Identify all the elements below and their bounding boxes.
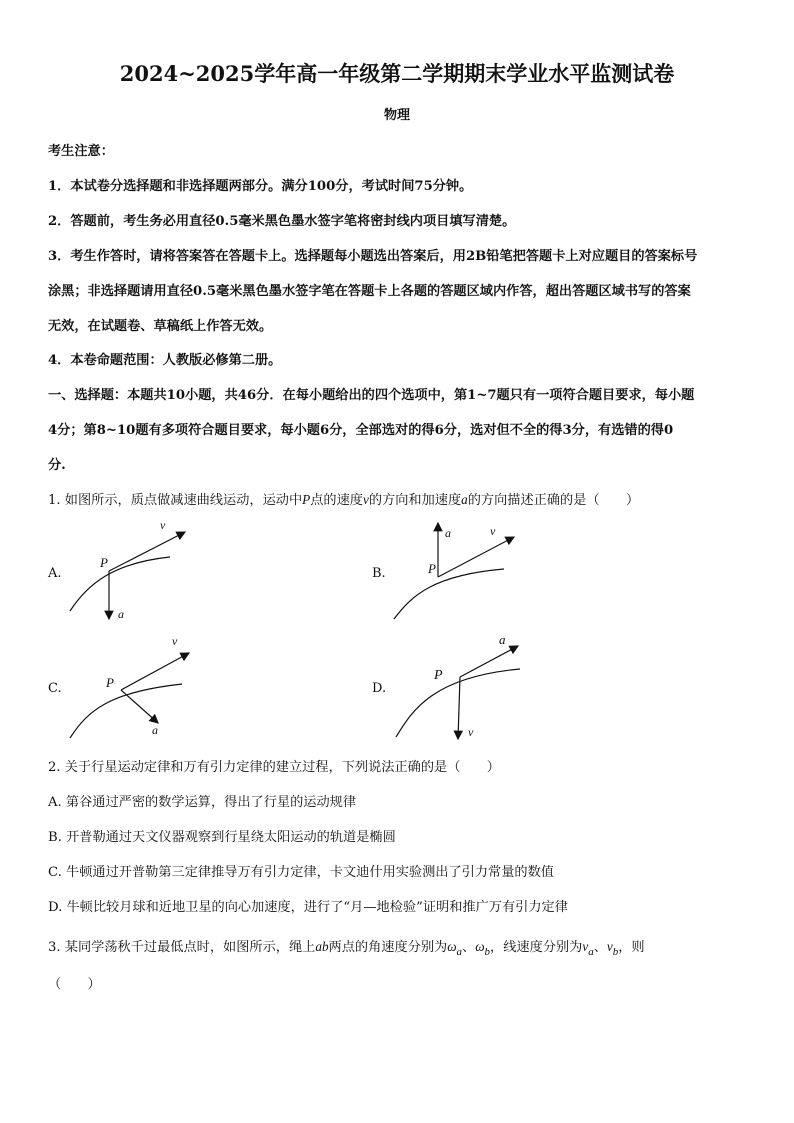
section1-line2: 4分；第8~10题有多项符合题目要求，每小题6分，全部选对的得6分，选对但不全的得3分，有选错的得0 xyxy=(48,423,674,438)
q1-option-a-figure xyxy=(62,515,192,625)
q3-answer-bracket: （ ） xyxy=(48,977,101,992)
point-label: P xyxy=(428,561,436,576)
question-2-stem: 2. 关于行星运动定律和万有引力定律的建立过程，下列说法正确的是（ ） xyxy=(48,760,500,775)
q1-option-c-label: C. xyxy=(48,681,62,696)
notice-item-1: 1．本试卷分选择题和非选择题两部分。满分100分，考试时间75分钟。 xyxy=(48,179,473,194)
notice-item-3-line2: 涂黑；非选择题请用直径0.5毫米黑色墨水签字笔在答题卡上各题的答题区域内作答，超出答题区域书写的答案 xyxy=(48,284,691,299)
q1-option-d-label: D. xyxy=(372,681,387,696)
q1-option-d-figure xyxy=(388,625,528,743)
velocity-label: v xyxy=(490,524,496,538)
q2-option-c: C. 牛顿通过开普勒第三定律推导万有引力定律，卡文迪什用实验测出了引力常量的数值 xyxy=(48,865,554,880)
velocity-label: v xyxy=(160,518,166,532)
q1-var-v: v xyxy=(362,492,369,507)
q3-stem-part: 两点的角速度分别为 xyxy=(328,940,448,955)
q3-sub: a xyxy=(456,945,463,958)
q3-stem-part: 3. 某同学荡秋千过最低点时，如图所示，绳上 xyxy=(48,940,316,955)
q3-sub: b xyxy=(484,945,491,958)
q3-sep: 、 xyxy=(593,940,607,955)
velocity-label: v xyxy=(468,725,474,739)
q3-stem-part: ，线速度分别为 xyxy=(490,940,583,955)
q2-option-a: A. 第谷通过严密的数学运算，得出了行星的运动规律 xyxy=(48,795,357,810)
notice-item-3-line3: 无效，在试题卷、草稿纸上作答无效。 xyxy=(48,319,273,334)
q1-option-c-figure xyxy=(62,630,202,742)
notice-item-4: 4．本卷命题范围：人教版必修第二册。 xyxy=(48,353,282,368)
q1-stem-part: 1. 如图所示，质点做减速曲线运动，运动中 xyxy=(48,493,303,508)
trajectory-curve xyxy=(70,684,182,738)
q1-var-p: P xyxy=(302,492,311,507)
q1-stem-part: 的方向和加速度 xyxy=(368,493,462,508)
velocity-arrow xyxy=(438,537,514,577)
q3-var-ab: ab xyxy=(315,939,329,954)
section1-line3: 分. xyxy=(48,458,66,473)
acceleration-arrow xyxy=(460,646,518,677)
velocity-arrow xyxy=(109,532,185,571)
acceleration-label: a xyxy=(118,607,124,621)
exam-title: 2024~2025学年高一年级第二学期期末学业水平监测试卷 xyxy=(119,61,675,86)
subject-label: 物理 xyxy=(383,108,410,123)
q3-omega: ω xyxy=(475,939,485,954)
velocity-arrow xyxy=(458,677,460,739)
point-label: P xyxy=(100,555,108,570)
q1-stem-part: 的方向描述正确的是（ ） xyxy=(467,493,640,508)
q3-omega: ω xyxy=(447,939,457,954)
q3-sep: 、 xyxy=(462,940,476,955)
notice-item-3-line1: 3．考生作答时，请将答案答在答题卡上。选择题每小题选出答案后，用2B铅笔把答题卡上对应题目的答案标号 xyxy=(48,249,698,264)
q1-option-a-label: A. xyxy=(48,566,62,581)
question-1-stem xyxy=(48,489,639,508)
q1-option-b-figure xyxy=(386,515,526,625)
trajectory-curve xyxy=(394,569,504,619)
acceleration-arrow xyxy=(121,690,158,723)
q1-stem-part: 点的速度 xyxy=(310,493,363,508)
q3-sub: b xyxy=(612,945,619,958)
q3-vel: v xyxy=(582,939,589,954)
q2-option-d: D. 牛顿比较月球和近地卫星的向心加速度，进行了“月—地检验”证明和推广万有引力定律 xyxy=(48,900,568,915)
q1-var-a: a xyxy=(461,492,468,507)
section1-line1: 一、选择题：本题共10小题，共46分．在每小题给出的四个选项中，第1~7题只有一项符合题目要求，每小题 xyxy=(48,388,695,403)
question-3-stem xyxy=(48,936,645,958)
notice-heading: 考生注意： xyxy=(48,144,114,159)
q2-option-b: B. 开普勒通过天文仪器观察到行星绕太阳运动的轨道是椭圆 xyxy=(48,830,396,845)
acceleration-label: a xyxy=(499,632,506,647)
q1-option-b-label: B. xyxy=(372,566,386,581)
q3-stem-part: ，则 xyxy=(618,940,645,955)
point-label: P xyxy=(106,675,114,690)
acceleration-label: a xyxy=(152,723,158,737)
acceleration-label: a xyxy=(445,526,451,540)
velocity-label: v xyxy=(172,634,178,648)
q3-sub: a xyxy=(588,945,594,958)
notice-item-2: 2．答题前，考生务必用直径0.5毫米黑色墨水签字笔将密封线内项目填写清楚。 xyxy=(48,214,516,229)
q3-vel: v xyxy=(606,939,613,954)
point-label: P xyxy=(434,668,443,683)
